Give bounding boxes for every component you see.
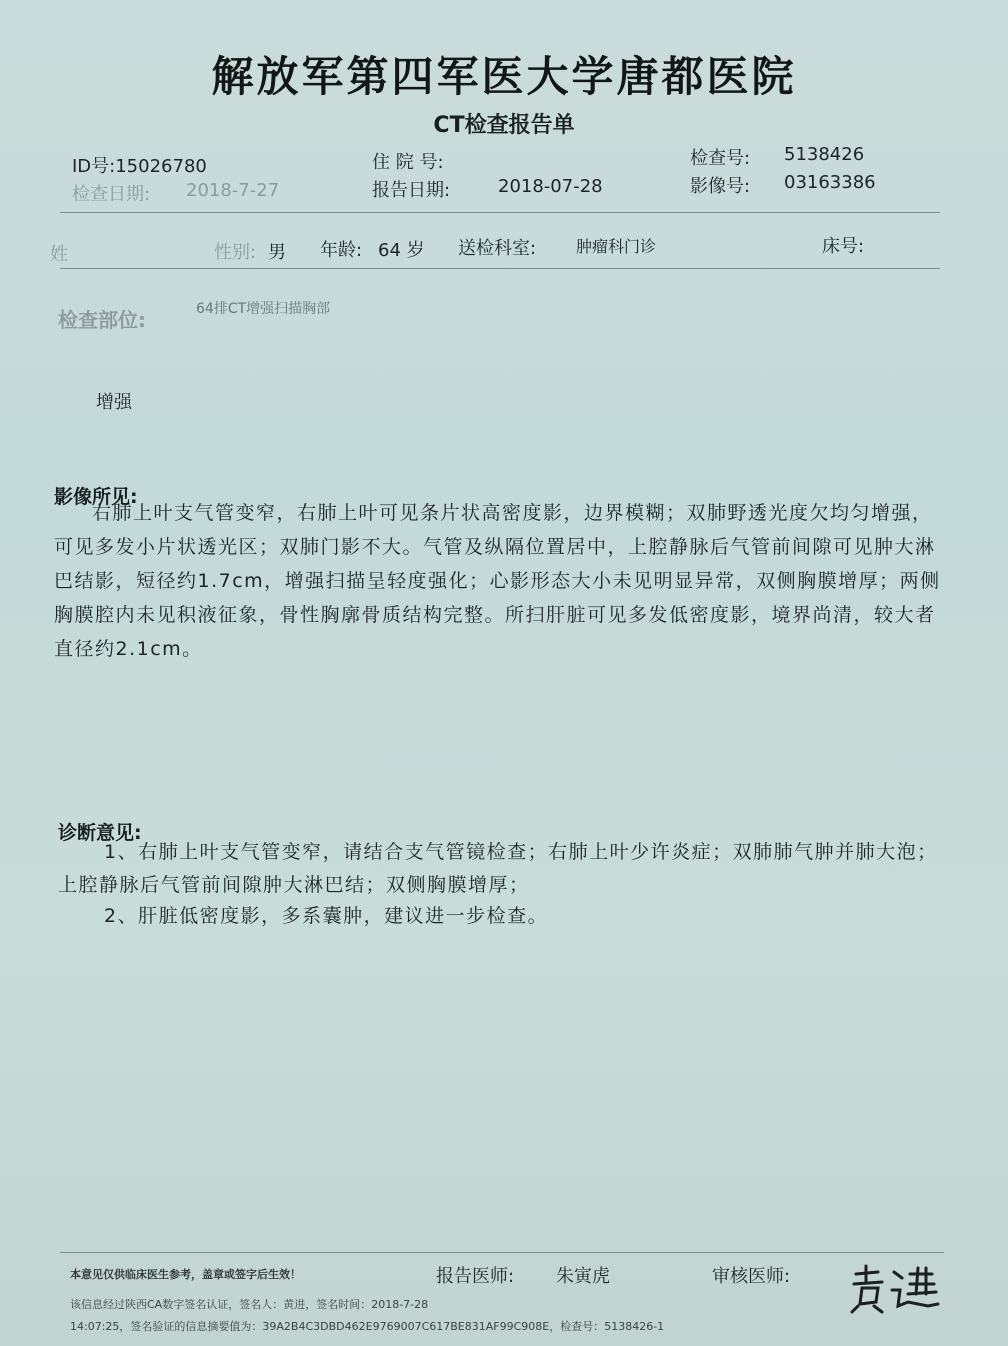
image-no-value: 03163386 bbox=[784, 172, 876, 193]
exam-date-label: 检查日期: bbox=[72, 184, 151, 205]
reviewer-signature-icon bbox=[848, 1262, 944, 1314]
dept-label: 送检科室: bbox=[458, 238, 537, 259]
divider-patient bbox=[60, 268, 940, 269]
patient-id: ID号:15026780 bbox=[72, 156, 207, 177]
diagnosis-item-1: 1、右肺上叶支气管变窄，请结合支气管镜检查；右肺上叶少许炎症；双肺肺气肿并肺大泡；上腔静脉后气管前间隙肿大淋巴结；双侧胸膜增厚； bbox=[58, 841, 938, 896]
findings-heading: 影像所见: bbox=[54, 486, 138, 508]
ca-signature-line-1: 该信息经过陕西CA数字签名认证，签名人：黄进，签名时间：2018-7-28 bbox=[70, 1298, 429, 1311]
image-no-label: 影像号: bbox=[690, 176, 751, 197]
reporter-label: 报告医师: bbox=[436, 1266, 515, 1287]
dept-value: 肿瘤科门诊 bbox=[576, 237, 657, 256]
report-date-value: 2018-07-28 bbox=[498, 176, 603, 197]
inpatient-no-label: 住 院 号: bbox=[372, 152, 444, 173]
exam-no-label: 检查号: bbox=[690, 148, 751, 169]
footer-disclaimer: 本意见仅供临床医生参考，盖章或签字后生效！ bbox=[70, 1268, 301, 1281]
report-title: CT检查报告单 bbox=[433, 113, 575, 138]
reporter-name: 朱寅虎 bbox=[556, 1266, 610, 1287]
exam-part-label: 检查部位: bbox=[58, 308, 146, 332]
diagnosis-heading: 诊断意见: bbox=[58, 822, 142, 844]
name-label: 姓 bbox=[50, 244, 68, 265]
bed-label: 床号: bbox=[822, 236, 865, 257]
findings-text: 右肺上叶支气管变窄，右肺上叶可见条片状高密度影，边界模糊；双肺野透光度欠均匀增强，可见多发小片状透光区；双肺门影不大。气管及纵隔位置居中，上腔静脉后气管前间隙可见肿大淋巴结影，短径约1.7cm，增强扫描呈轻度强化；心影形态大小未见明显异常，双侧胸膜增厚；两侧胸膜腔内未见积液征象，骨性胸廓骨质结构完整。所扫肝脏可见多发低密度影，境界尚清，较大者直径约2.1cm。 bbox=[54, 502, 941, 660]
exam-part-value: 64排CT增强扫描胸部 bbox=[196, 301, 331, 317]
exam-date-value: 2018-7-27 bbox=[186, 180, 280, 201]
report-date-label: 报告日期: bbox=[372, 180, 451, 201]
sex-value: 男 bbox=[268, 242, 286, 263]
sex-label: 性别: bbox=[214, 242, 257, 263]
age-label: 年龄: bbox=[320, 240, 363, 261]
ca-signature-line-2: 14:07:25，签名验证的信息摘要值为：39A2B4C3DBD462E9769007C617BE831AF99C908E，检查号：5138426-1 bbox=[70, 1320, 665, 1333]
divider-top bbox=[60, 212, 940, 213]
diagnosis-item-2: 2、肝脏低密度影，多系囊肿，建议进一步检查。 bbox=[104, 905, 549, 927]
hospital-name: 解放军第四军医大学唐都医院 bbox=[211, 52, 797, 101]
exam-method: 增强 bbox=[96, 392, 132, 413]
exam-no-value: 5138426 bbox=[784, 144, 865, 165]
age-value: 64 岁 bbox=[378, 240, 425, 261]
divider-footer bbox=[60, 1252, 944, 1253]
reviewer-label: 审核医师: bbox=[712, 1266, 791, 1287]
